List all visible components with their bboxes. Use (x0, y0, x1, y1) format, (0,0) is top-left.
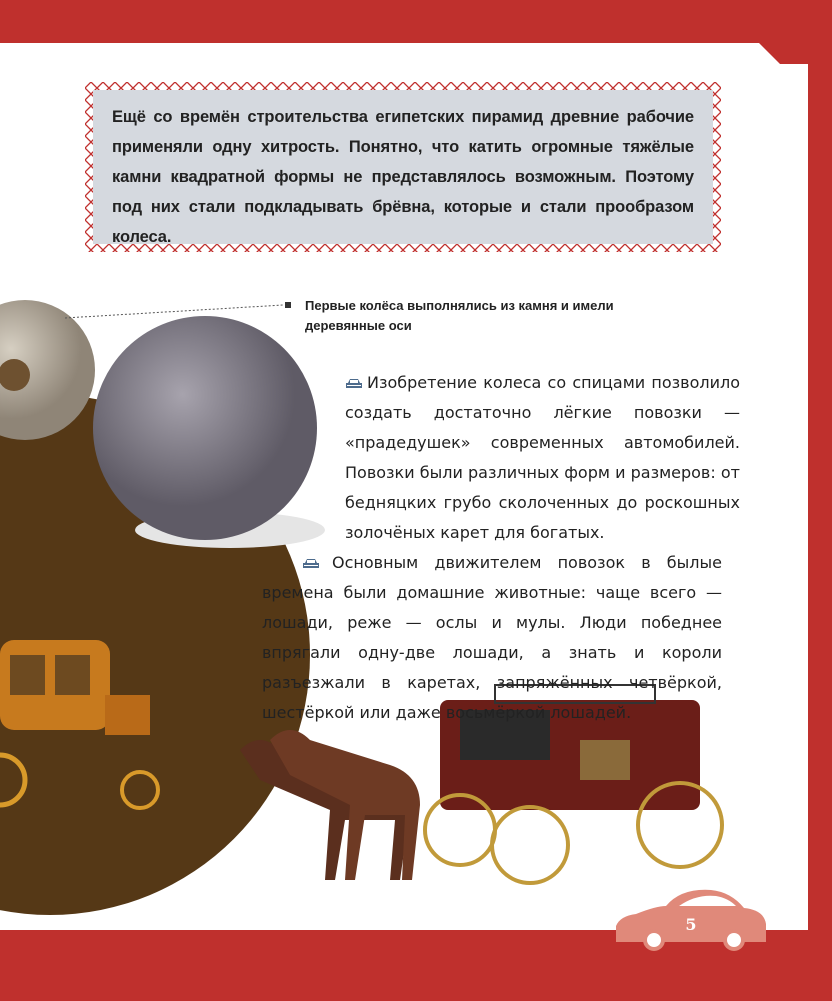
frame-corner-cut (758, 42, 810, 64)
paragraph-text: Основным движителем повозок в былые времена были домашние животные: чаще всего — лошади, реже — ослы и мулы. Люди победнее впрягали одну-две лошади, а знать и короли разъезжали в каретах, запряжённых четвёркой, шестёркой или даже восьмёркой лошадей. (262, 553, 722, 722)
page-frame-top (0, 0, 832, 43)
info-box-text: Ещё со времён строительства египетских пирамид древние рабочие применяли одну хитрость. Понятно, что катить огромные тяжёлые камни квадратной формы не представлялось возможным. Поэтому под них стали подкладывать брёвна, которые и стали прообразом колеса. (112, 108, 694, 246)
round-stone (93, 316, 317, 540)
page-frame-right (808, 0, 832, 1001)
page-number: 5 (685, 915, 697, 934)
paragraph-text: Изобретение колеса со спицами позволило создать достаточно лёгкие повозки — «прадедушек» современных автомобилей. Повозки были различных форм и размеров: от бедняцких грубо сколоченных до роскошных золочёных карет для богатых. (345, 373, 740, 542)
image-caption: Первые колёса выполнялись из камня и имели деревянные оси (305, 298, 614, 333)
caption-pointer-line (65, 305, 283, 318)
car-icon (345, 378, 363, 390)
paragraph-draft-animals (262, 548, 722, 728)
car-icon (302, 558, 320, 570)
paragraph-spoked-wheel (345, 368, 740, 548)
caption-bullet (285, 302, 291, 308)
info-box (85, 82, 721, 252)
